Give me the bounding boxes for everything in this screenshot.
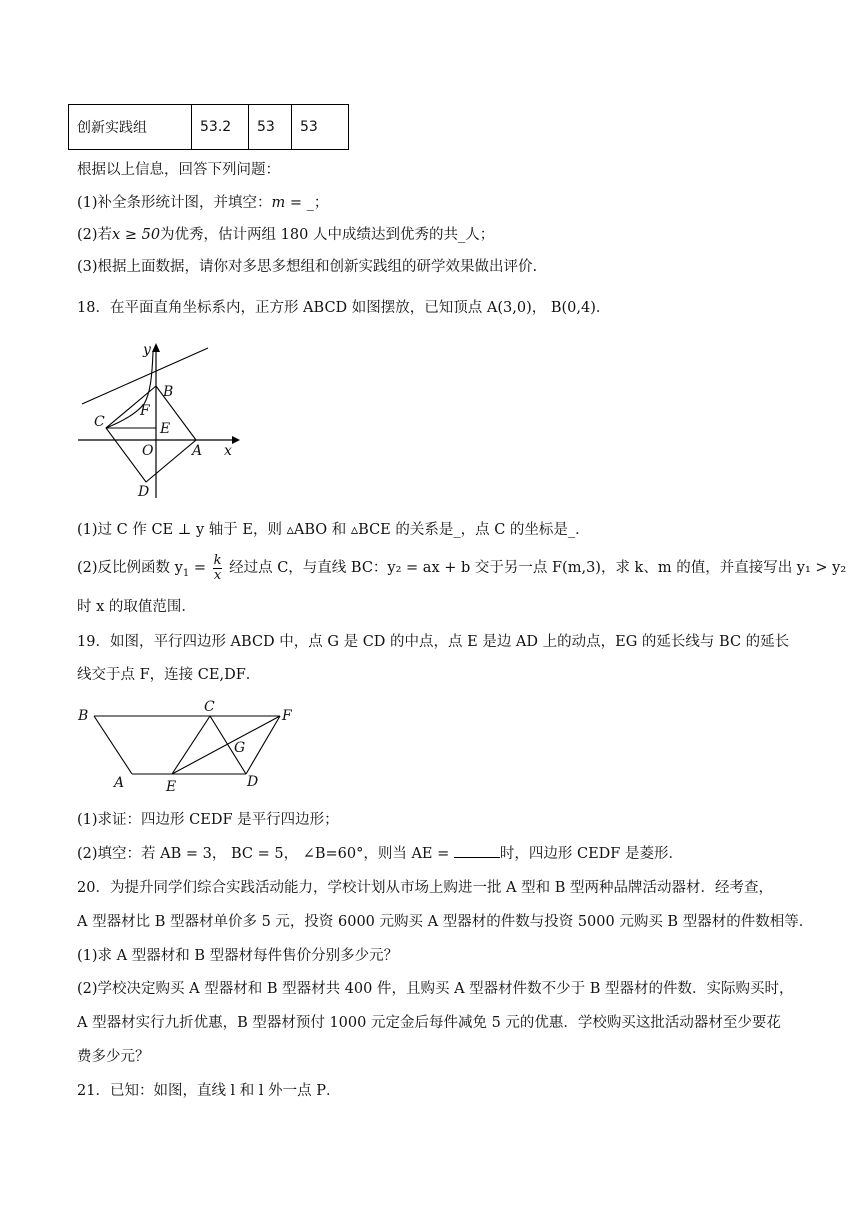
q20-stem-line1: 20．为提升同学们综合实践活动能力，学校计划从市场上购进一批 A 型和 B 型两种品牌活动器材．经考查，: [77, 880, 774, 896]
q19-part2-a: (2)填空：若 AB = 3， BC = 5， ∠B=60°，则当 AE =: [77, 846, 454, 862]
table-cell: 53: [292, 105, 349, 150]
point-c-label: C: [204, 699, 215, 715]
answer-blank: [454, 843, 500, 858]
point-c-label: C: [94, 414, 105, 430]
point-f-label: F: [140, 403, 150, 419]
q18-part2-sub: 1: [182, 567, 190, 579]
point-a-label: A: [192, 443, 203, 459]
table-cell: 创新实践组: [69, 105, 192, 150]
point-f-label: F: [282, 708, 292, 724]
q18-part2-a: (2)反比例函数 y: [77, 560, 183, 576]
q18-part2-eq: =: [189, 560, 211, 576]
fraction-denominator: x: [213, 567, 222, 583]
point-d-label: D: [138, 484, 150, 500]
fraction-k-over-x: [213, 554, 223, 583]
q19-figure: [74, 698, 304, 796]
q20-part2-line1: (2)学校决定购买 A 型器材和 B 型器材共 400 件，且购买 A 型器材件数不少于 B 型器材的件数．实际购买时，: [77, 981, 794, 997]
q20-part2-line2: A 型器材实行九折优惠，B 型器材预付 1000 元定金后每件减免 5 元的优惠．学校购买这批活动器材至少要花: [77, 1015, 781, 1031]
q19-stem-line2: 线交于点 F，连接 CE,DF．: [77, 667, 261, 683]
q17-part2-cond: x ≥ 50: [112, 227, 161, 243]
q20-stem-line2: A 型器材比 B 型器材单价多 5 元，投资 6000 元购买 A 型器材的件数与投资 5000 元购买 B 型器材的件数相等．: [77, 914, 814, 930]
score-table: [68, 104, 349, 150]
point-a-label: A: [114, 775, 125, 791]
y-axis-label: y: [143, 342, 151, 358]
point-e-label: E: [166, 779, 177, 795]
point-e-label: E: [160, 421, 171, 437]
q17-part2: [77, 225, 494, 245]
q17-part2-suffix: 为优秀，估计两组 180 人中成绩达到优秀的共_人；: [160, 227, 495, 243]
fraction-numerator: k: [213, 552, 222, 568]
q18-stem: 18．在平面直角坐标系内，正方形 ABCD 如图摆放，已知顶点 A(3,0)， B(0,4)．: [77, 300, 611, 316]
table-row: [69, 105, 349, 150]
q19-part2: [77, 843, 683, 864]
q20-part2-line3: 费多少元？: [77, 1049, 150, 1065]
q19-part1: (1)求证：四边形 CEDF 是平行四边形；: [77, 812, 339, 828]
q19-stem-line1: 19．如图，平行四边形 ABCD 中，点 G 是 CD 的中点，点 E 是边 AD 上的动点，EG 的延长线与 BC 的延长: [77, 634, 790, 650]
point-b-label: B: [163, 384, 174, 400]
q17-intro: 根据以上信息，回答下列问题：: [77, 162, 280, 178]
point-g-label: G: [234, 740, 246, 756]
q18-part1: (1)过 C 作 CE ⊥ y 轴于 E，则 ▵ABO 和 ▵BCE 的关系是_，点 C 的坐标是_．: [77, 522, 590, 538]
q20-part1: (1)求 A 型器材和 B 型器材每件售价分别多少元？: [77, 948, 399, 964]
q17-part1-var: m: [271, 195, 286, 211]
x-axis-label: x: [224, 443, 232, 459]
q18-part2-b: 经过点 C，与直线 BC：y₂ = ax + b 交于另一点 F(m,3)，求 k、m 的值，并直接写出 y₁ > y₂: [224, 560, 847, 576]
q17-part1-prefix: (1)补全条形统计图，并填空：: [77, 195, 272, 211]
q18-figure: [76, 338, 246, 500]
q17-part1: [77, 193, 328, 213]
q21-stem: 21．已知：如图，直线 l 和 l 外一点 P．: [77, 1083, 341, 1099]
point-o-label: O: [142, 443, 154, 459]
point-d-label: D: [247, 774, 259, 790]
q18-part2-cont: 时 x 的取值范围．: [77, 599, 196, 615]
q17-part3: (3)根据上面数据，请你对多思多想组和创新实践组的研学效果做出评价.: [77, 259, 538, 275]
q17-part1-suffix: = _；: [285, 195, 329, 211]
q17-part2-prefix: (2)若: [77, 227, 113, 243]
table-cell: 53.2: [192, 105, 249, 150]
q18-part2: [77, 553, 846, 589]
q19-part2-b: 时，四边形 CEDF 是菱形．: [499, 846, 683, 862]
point-b-label: B: [78, 708, 89, 724]
table-cell: 53: [249, 105, 292, 150]
